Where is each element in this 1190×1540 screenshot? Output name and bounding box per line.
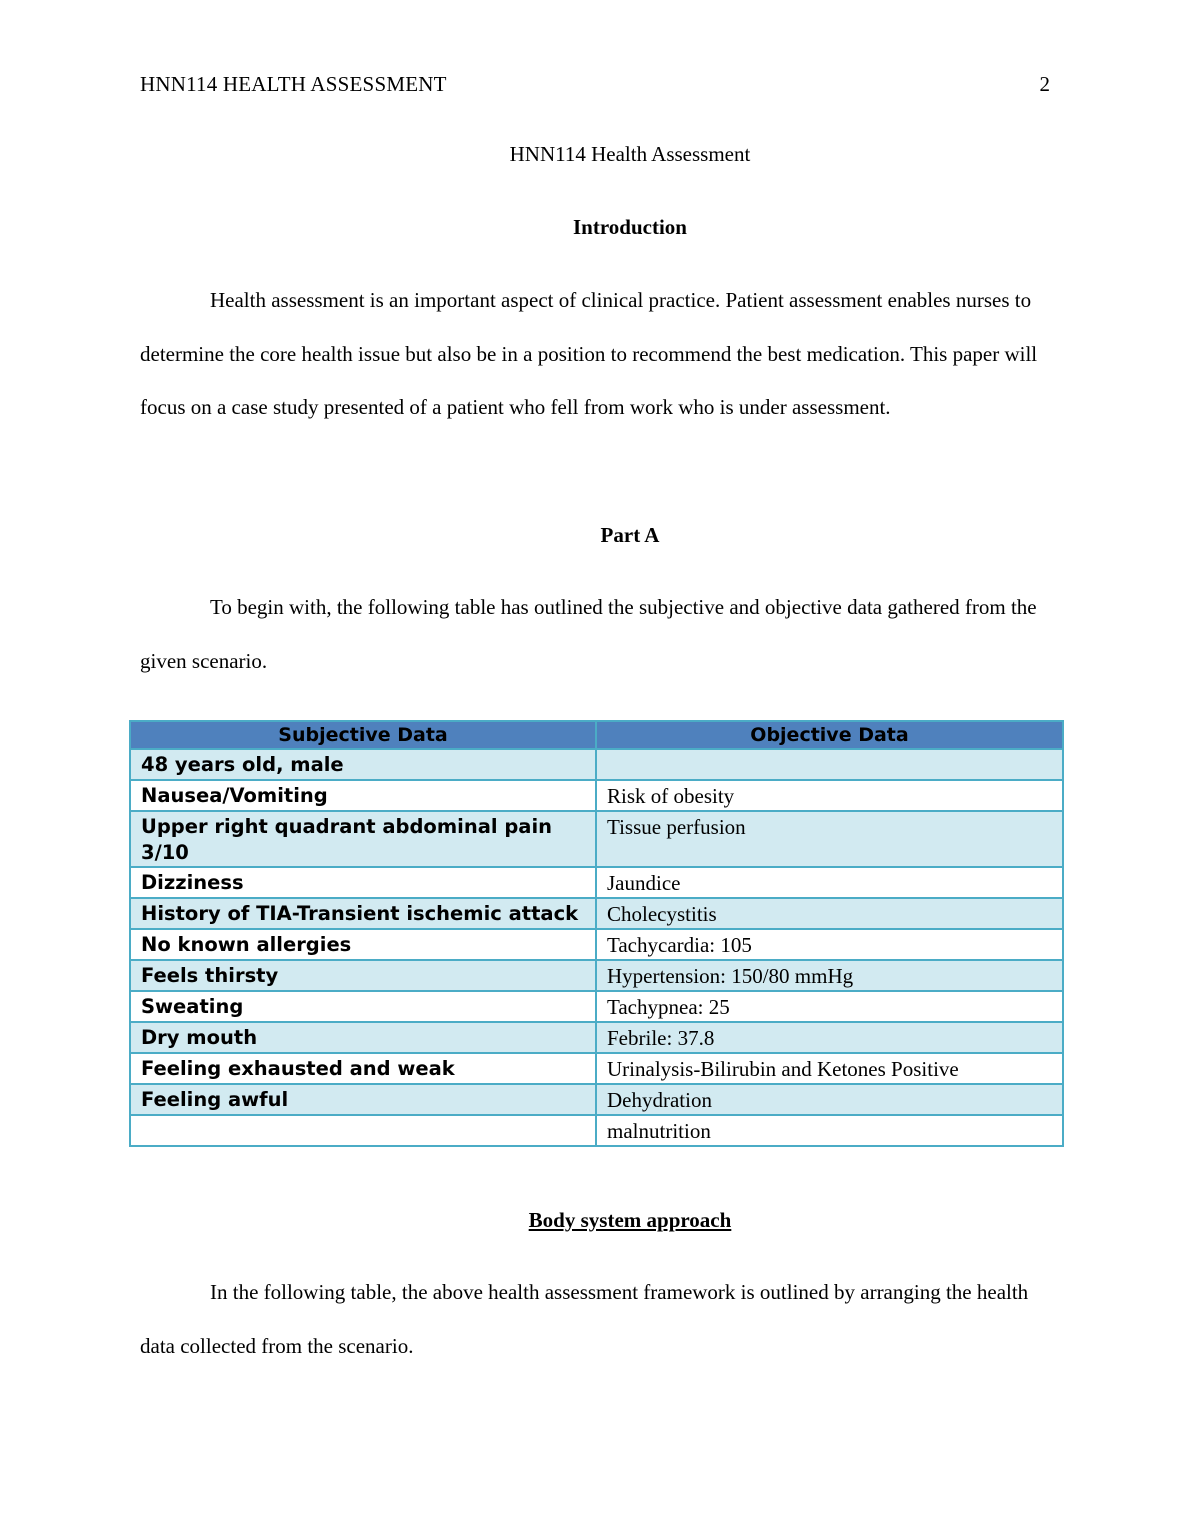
objective-cell: Hypertension: 150/80 mmHg [596,960,1063,991]
introduction-heading: Introduction [573,215,687,239]
subjective-cell: 48 years old, male [130,749,596,780]
table-row [130,749,1063,780]
table-row [130,811,1063,867]
introduction-paragraph [140,274,1050,435]
subjective-cell: Sweating [130,991,596,1022]
document-title: HNN114 Health Assessment [509,142,751,166]
subjective-cell: Feels thirsty [130,960,596,991]
subjective-cell [130,1115,596,1146]
subjective-cell: No known allergies [130,929,596,960]
subjective-cell: Feeling awful [130,1084,596,1115]
running-head: HNN114 HEALTH ASSESSMENT [140,72,447,96]
subjective-cell: Nausea/Vomiting [130,780,596,811]
objective-cell: Tachycardia: 105 [596,929,1063,960]
table-row [130,1053,1063,1084]
body-system-paragraph [140,1266,1050,1373]
page-number: 2 [1039,72,1050,96]
objective-cell: Risk of obesity [596,780,1063,811]
objective-cell: Jaundice [596,867,1063,898]
table-row [130,1115,1063,1146]
subjective-cell: Upper right quadrant abdominal pain 3/10 [130,811,596,867]
table-row [130,960,1063,991]
objective-cell: Tachypnea: 25 [596,991,1063,1022]
subjective-objective-table [129,720,1064,1147]
body-system-text: In the following table, the above health assessment framework is outlined by arranging the health data collected from the scenario. [140,1280,1029,1358]
objective-cell: Urinalysis-Bilirubin and Ketones Positive [596,1053,1063,1084]
table-body [130,749,1063,1146]
body-system-heading: Body system approach [528,1208,732,1232]
table-header-objective: Objective Data [596,721,1063,749]
table-row [130,780,1063,811]
subjective-cell: Dizziness [130,867,596,898]
table-row [130,1022,1063,1053]
objective-cell: Tissue perfusion [596,811,1063,867]
part-a-heading: Part A [600,523,660,547]
table-row [130,867,1063,898]
subjective-cell: History of TIA-Transient ischemic attack [130,898,596,929]
table-row [130,991,1063,1022]
part-a-text: To begin with, the following table has outlined the subjective and objective data gathered from the given scenario. [140,595,1037,673]
subjective-cell: Feeling exhausted and weak [130,1053,596,1084]
part-a-paragraph [140,581,1050,688]
objective-cell: Febrile: 37.8 [596,1022,1063,1053]
objective-cell: malnutrition [596,1115,1063,1146]
objective-cell: Dehydration [596,1084,1063,1115]
objective-cell [596,749,1063,780]
introduction-text: Health assessment is an important aspect of clinical practice. Patient assessment enables nurses to determine the core health issue but also be in a position to recommend the best medication. This paper will focus on a case study presented of a patient who fell from work who is under assessment. [140,288,1038,419]
table-header-subjective: Subjective Data [130,721,596,749]
objective-cell: Cholecystitis [596,898,1063,929]
table-row [130,898,1063,929]
subjective-cell: Dry mouth [130,1022,596,1053]
table-row [130,1084,1063,1115]
table-row [130,929,1063,960]
